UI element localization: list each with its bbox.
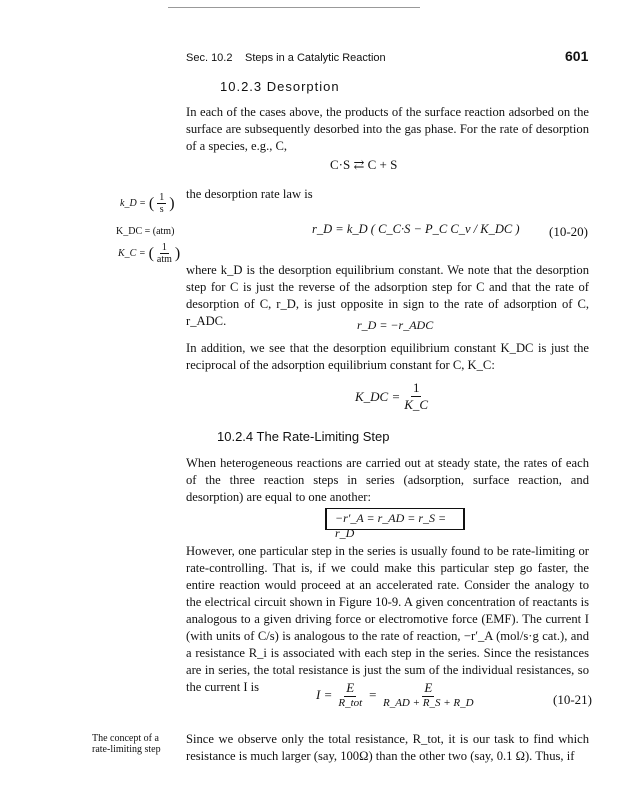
margin-kd-units: k_D = ( $\frac{1}{s}$ ) bbox=[120, 192, 175, 215]
equation-rate-law: r_D = k_D ( C_C·S − P_C C_v / K_DC ) bbox=[312, 222, 520, 236]
margin-kc-fraction bbox=[157, 242, 172, 265]
margin-kdc-units: K_DC = (atm) bbox=[116, 226, 175, 237]
equation-kdc-num: 1 bbox=[412, 380, 420, 395]
equation-current-lhs: I = bbox=[316, 686, 333, 702]
paragraph-desorption-intro: In each of the cases above, the products of the surface reaction adsorbed on the surface are subsequently desorbed into the gas phase. For the rate of desorption of a species, e.g., C, bbox=[186, 105, 589, 153]
section-number-rate-limiting: 10.2.4 bbox=[217, 429, 254, 444]
equation-kdc-lhs: K_DC = bbox=[355, 388, 401, 404]
margin-kd-fraction bbox=[157, 192, 166, 215]
equation-number-10-20: (10-20) bbox=[549, 224, 588, 239]
boxed-equation-rates: −r′_A = r_AD = r_S = r_D bbox=[325, 508, 465, 530]
top-rule bbox=[168, 7, 420, 8]
running-header-section: Sec. 10.2 bbox=[186, 52, 233, 64]
margin-kc-den: atm bbox=[156, 254, 172, 265]
paragraph-steady-state: When heterogeneous reactions are carried out at steady state, the rates of each of the three reaction steps in series (adsorption, surface reaction, and desorption) are equal to one another: bbox=[186, 456, 589, 504]
margin-kd-den: s bbox=[159, 204, 164, 215]
equation-kdc bbox=[355, 380, 428, 413]
paragraph-rate-law-lead: the desorption rate law is bbox=[186, 187, 313, 201]
equation-current-equals: = bbox=[368, 686, 377, 702]
section-heading-rate-limiting bbox=[217, 429, 390, 444]
section-title-rate-limiting: The Rate-Limiting Step bbox=[256, 429, 390, 444]
equation-current bbox=[316, 680, 474, 709]
equation-rd: r_D = −r_ADC bbox=[357, 318, 434, 332]
equation-current-fraction-2 bbox=[383, 680, 474, 709]
equation-current-den-1: R_tot bbox=[338, 697, 363, 709]
margin-note-line-1: The concept of a bbox=[92, 733, 159, 744]
margin-note-line-2: rate-limiting step bbox=[92, 744, 161, 755]
equation-current-num-1: E bbox=[346, 680, 355, 695]
equation-number-10-21: (10-21) bbox=[553, 692, 592, 707]
equation-kdc-fraction bbox=[404, 380, 428, 413]
margin-kd-num: 1 bbox=[159, 192, 165, 203]
equation-current-num-2: E bbox=[424, 680, 433, 695]
equation-current-fraction-1 bbox=[338, 680, 362, 709]
margin-kc-lhs: K_C = bbox=[118, 248, 146, 259]
section-heading-desorption: 10.2.3 Desorption bbox=[220, 79, 340, 94]
paragraph-rate-limiting-analogy: However, one particular step in the series is usually found to be rate-limiting or rate-controlling. That is, if we could make this particular step go faster, the entire reaction would proceed at an accelerated rate. Consider the analogy to the electrical circuit shown in Figure 10-9. A given concentration of reactants is analogous to a given driving force or electromotive force (EMF). The current I (with units of C/s) is analogous to the rate of reaction, −r′_A (mol/s·g cat.), and a resistance R_i is associated with each step in the series. Since the resistances are in series, the total resistance is just the sum of the individual resistances, so the current I is bbox=[186, 544, 589, 694]
margin-note-rate-limiting bbox=[92, 733, 161, 755]
paragraph-kdc-reciprocal: In addition, we see that the desorption equilibrium constant K_DC is just the reciprocal of the adsorption equilibrium constant for C, K_C: bbox=[186, 341, 589, 372]
paragraph-total-resistance: Since we observe only the total resistance, R_tot, it is our task to find which resistance is much larger (say, 100Ω) than the other two (say, 0.1 Ω). Thus, if bbox=[186, 732, 589, 763]
equation-current-den-2: R_AD + R_S + R_D bbox=[382, 697, 474, 709]
equation-kdc-den: K_C bbox=[404, 397, 429, 412]
paragraph-desorption-constant: where k_D is the desorption equilibrium constant. We note that the desorption step for C is just the reverse of the adsorption step for C and that the rate of desorption of C, r_D, is just opposite in sign to the rate of adsorption of C, r_ADC. bbox=[186, 263, 589, 328]
reaction-equation: C·S ⇄ C + S bbox=[330, 157, 398, 172]
page-number: 601 bbox=[565, 48, 589, 64]
margin-kd-lhs: k_D = bbox=[120, 198, 146, 209]
running-header-title: Steps in a Catalytic Reaction bbox=[245, 52, 386, 64]
margin-kc-num: 1 bbox=[161, 242, 167, 253]
margin-kc-units: K_C = ( $\frac{1}{\text{atm}}$ ) bbox=[118, 242, 181, 265]
